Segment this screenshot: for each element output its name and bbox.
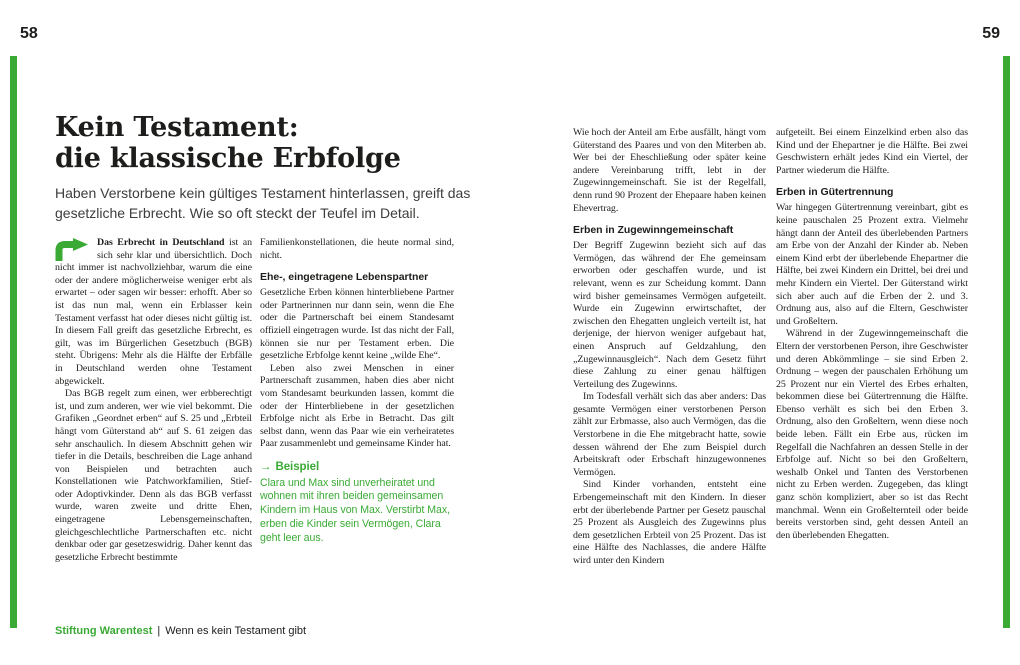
subheading-zugewinngemeinschaft: Erben in Zugewinngemeinschaft (573, 224, 734, 237)
body-paragraph-continuation-2: aufgeteilt. Bei einem Einzelkind erben also das Kind und der Ehepartner je die Hälfte. Bei zwei Geschwistern erhält jedes Kind ein Viertel, der Partner wiederum die Hälfte. (776, 127, 968, 176)
chapter-title-line1: Kein Testament: (55, 112, 299, 143)
subheading-lebenspartner: Ehe-, eingetragene Lebenspartner (260, 271, 429, 284)
page-number-right: 59 (982, 25, 1000, 42)
body-paragraph-10: Während in der Zugewinngemeinschaft die Eltern der verstorbenen Person, ihre Geschwister und deren Abkömmlinge – sie sind Erben 2. Ordnung – wegen der pauschalen Erhöhung um 25 Prozent nur ein Viertel des Erbes erhalten, bekommen diese bei Gütertrennung die Hälfte. Ebenso verhält es sich bei den Erben 3. Ordnung, also den Großeltern, wenn diese noch beide leben. Fällt ein Erbe aus, rücken im Regelfall die Nachfahren an dessen Stelle in der Erbfolge auf. Nicht so bei den Großeltern, weshalb Onkel und Tanten des Verstorbenen nicht zu Erben werden. Zugegeben, das klingt ganz schön kompliziert, aber so ist das Recht manchmal. Wenn ein Großelternteil oder beide bereits verstorben sind, geht dessen Anteil an den überlebenden Ehegatten. (776, 328, 968, 541)
body-paragraph-continuation: Familienkonstellationen, die heute normal sind, nicht. (260, 237, 454, 261)
example-arrow-icon: → (260, 460, 272, 473)
body-paragraph-2: Das BGB regelt zum einen, wer erbberechtigt ist, und zum anderen, wer wie viel bekommt. Die Grafiken „Geordnet erben“ auf S. 25 und „Erbteil hängt vom Güterstand ab“ auf S. 61 zeigen das sehr anschaulich. In diesem Abschnitt gehen wir tiefer in die Details, beschreiben die Lage anhand von Beispielen und betrachten auch Konstellationen wie Patchworkfamilien, Stief- oder Adoptivkinder. Denn als das BGB verfasst wurde, waren zweite und dritte Ehen, eingetragene Lebensgemeinschaften, gleichgeschlechtliche Partnerschaften etc. nicht denkbar oder gar gesetzeswidrig. Daher kennt das gesetzliche Erbrecht bestimmte (55, 388, 252, 563)
body-paragraph-7: Im Todesfall verhält sich das aber anders: Das gesamte Vermögen einer verstorbenen Person zählt zur Erbmasse, also auch Vermögen, das die Verstorbene in die Ehe mitgebracht hatte, sowie dessen während der Ehe zum Beispiel durch Arbeitskraft oder Erbschaft hinzugewonnenes Vermögen. (573, 391, 766, 478)
footer-chapter-title: Wenn es kein Testament gibt (165, 625, 307, 637)
body-paragraph-3: Gesetzliche Erben können hinterbliebene Partner oder Partnerinnen nur dann sein, wenn die Ehe oder die Partnerschaft bei einem Standesamt offiziell eingetragen wurde. Ist das nicht der Fall, können sie nur per Testament erben. Die gesetzliche Erbfolge kennt keine „wilde Ehe“. (260, 287, 454, 362)
example-label: Beispiel (275, 460, 320, 473)
example-text: Clara und Max sind unverheiratet und wohnen mit ihren beiden gemeinsamen Kindern im Haus von Max. Verstirbt Max, erben die Kinder sein Vermögen, Clara geht leer aus. (260, 476, 450, 544)
paragraph-lead-rest: ist an sich sehr klar und übersichtlich. Doch nicht immer ist nachvollziehbar, warum die eine oder der andere möglicherweise weniger erbt als erwartet – oder sagen wir besser: erhofft. Aber so ist das nun mal, wenn ein Erblasser kein Testament verfasst hat oder dieses nicht gültig ist. In diesem Fall greift das gesetzliche Erbrecht, es gilt, was im Bürgerlichen Gesetzbuch (BGB) steht. Übrigens: Mehr als die Hälfte der Erbfälle in Deutschland werden ohne Testament abgewickelt. (55, 237, 252, 387)
chapter-title-line2: die klassische Erbfolge (55, 143, 401, 174)
body-paragraph-8: Sind Kinder vorhanden, entsteht eine Erbengemeinschaft mit den Kindern. In dieser erbt der überlebende Partner per Gesetz pauschal 25 Prozent als Ausgleich des Zugewinns plus dem gesetzlichen Erbteil von 25 Prozent. Das ist eine Hälfte des Nachlasses, die andere Hälfte wird unter den Kindern (573, 479, 766, 566)
chapter-standfirst: Haben Verstorbene kein gültiges Testament hinterlassen, greift das gesetzliche Erbrecht. Wie so oft steckt der Teufel im Detail. (55, 185, 471, 221)
body-paragraph-6: Der Begriff Zugewinn bezieht sich auf das Vermögen, das während der Ehe gemeinsam erworben oder geschaffen wurde, und ist relevant, wenn es zur Scheidung kommt. Dann wird bisher gemeinsames Vermögen aufgeteilt. Wurde ein Zugewinn erwirtschaftet, der zwischen den Ehegatten ungleich verteilt ist, hat derjenige, der hiervon weniger aufgebaut hat, einen Anspruch auf Geldzahlung, den „Zugewinnausgleich“. Nach dem Gesetz führt diese Zahlung zu einer genau hälftigen Verteilung des Zugewinns. (573, 240, 766, 390)
footer-brand: Stiftung Warentest (55, 625, 153, 637)
footer-separator: | (157, 625, 161, 637)
page-number-left: 58 (20, 25, 38, 42)
body-paragraph-9: War hingegen Gütertrennung vereinbart, gibt es keine pauschalen 25 Prozent extra. Vielmehr hängt dann der Anteil des überlebenden Partners am Erbe von der Anzahl der Kinder ab. Neben einem Kind erbt der überlebende Ehepartner die Hälfte, bei zwei Kindern ein Drittel, bei drei und mehr Kindern ein Viertel. Der Güterstand wirkt sich aber auch auf die Erben der 2. und 3. Ordnung aus, also auf die Eltern, Geschwister und Großeltern. (776, 202, 968, 327)
right-page-column-1 (573, 127, 766, 632)
body-paragraph-5: Wie hoch der Anteil am Erbe ausfällt, hängt vom Güterstand des Paares und von den Miterben ab. Wer bei der Eheschließung oder später keine andere Vereinbarung trifft, lebt in der Zugewinngemeinschaft. Sie ist der Regelfall, denn rund 90 Prozent der Ehepaare haben keinen Ehevertrag. (573, 127, 766, 214)
right-page-column-2 (776, 127, 968, 632)
subheading-guetertrennung: Erben in Gütertrennung (776, 186, 894, 199)
body-paragraph-4: Leben also zwei Menschen in einer Partnerschaft zusammen, haben dies aber nicht vom Standesamt beurkunden lassen, kommt die oder der Hinterbliebene in der gesetzlichen Erbfolge nicht als Erbe in Betracht. Das gilt selbst dann, wenn das Paar wie ein verheiratetes Paar zusammenlebt und gemeinsame Kinder hat. (260, 362, 454, 450)
paragraph-lead: Das Erbrecht in Deutschland (97, 237, 225, 248)
